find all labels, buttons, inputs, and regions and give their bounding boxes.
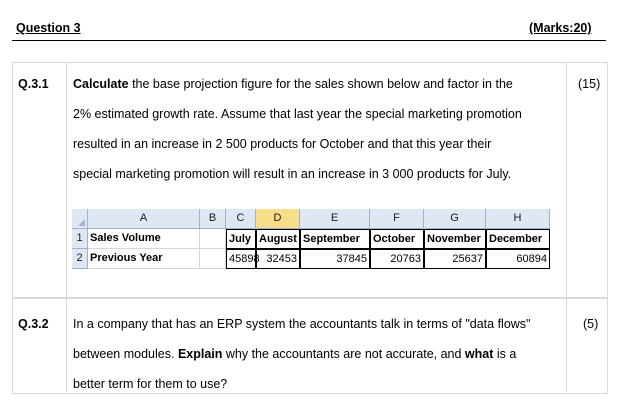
q31-number: Q.3.1 <box>18 77 49 91</box>
spreadsheet <box>72 209 564 275</box>
cell-d1[interactable]: August <box>256 229 300 249</box>
q32-marks: (5) <box>583 317 599 331</box>
col-header-a[interactable]: A <box>88 209 200 229</box>
cell-a1[interactable]: Sales Volume <box>88 229 200 249</box>
row-header-1[interactable]: 1 <box>72 229 88 249</box>
col-header-f[interactable]: F <box>370 209 424 229</box>
q31-text <box>73 69 563 189</box>
cell-d2[interactable]: 32453 <box>256 249 300 269</box>
q31-line-2: 2% estimated growth rate. Assume that last year the special marketing promotion <box>73 107 522 121</box>
question-marks: (Marks:20) <box>529 21 592 35</box>
q31-line-1: Calculate the base projection figure for the sales shown below and factor in the <box>73 77 513 91</box>
cell-b1[interactable] <box>200 229 226 249</box>
cell-c1[interactable]: July <box>226 229 256 249</box>
col-header-g[interactable]: G <box>424 209 486 229</box>
q31-marks: (15) <box>578 77 601 91</box>
q32-line-3: better term for them to use? <box>73 377 228 391</box>
sheet-corner[interactable] <box>72 209 88 229</box>
col-header-d[interactable]: D <box>256 209 300 229</box>
col-header-e[interactable]: E <box>300 209 370 229</box>
cell-e2[interactable]: 37845 <box>300 249 370 269</box>
cell-f2[interactable]: 20763 <box>370 249 424 269</box>
header-divider <box>12 40 606 41</box>
cell-f1[interactable]: October <box>370 229 424 249</box>
q31-line-3: resulted in an increase in 2 500 products for October and that this year their <box>73 137 492 151</box>
q32-line-1: In a company that has an ERP system the accountants talk in terms of "data flows" <box>73 317 531 331</box>
question-title: Question 3 <box>16 21 81 35</box>
cell-h2[interactable]: 60894 <box>486 249 550 269</box>
q32-number: Q.3.2 <box>18 317 49 331</box>
cell-e1[interactable]: September <box>300 229 370 249</box>
cell-h1[interactable]: December <box>486 229 550 249</box>
cell-g1[interactable]: November <box>424 229 486 249</box>
col-header-h[interactable]: H <box>486 209 550 229</box>
cell-b2[interactable] <box>200 249 226 269</box>
cell-g2[interactable]: 25637 <box>424 249 486 269</box>
col-header-b[interactable]: B <box>200 209 226 229</box>
q32-text <box>73 309 563 399</box>
cell-a2[interactable]: Previous Year <box>88 249 200 269</box>
q32-line-2: between modules. Explain why the accountants are not accurate, and what is a <box>73 347 517 361</box>
q31-line-4: special marketing promotion will result in an increase in 3 000 products for July. <box>73 167 512 181</box>
cell-c2[interactable]: 45898 <box>226 249 256 269</box>
row-header-2[interactable]: 2 <box>72 249 88 269</box>
col-header-c[interactable]: C <box>226 209 256 229</box>
